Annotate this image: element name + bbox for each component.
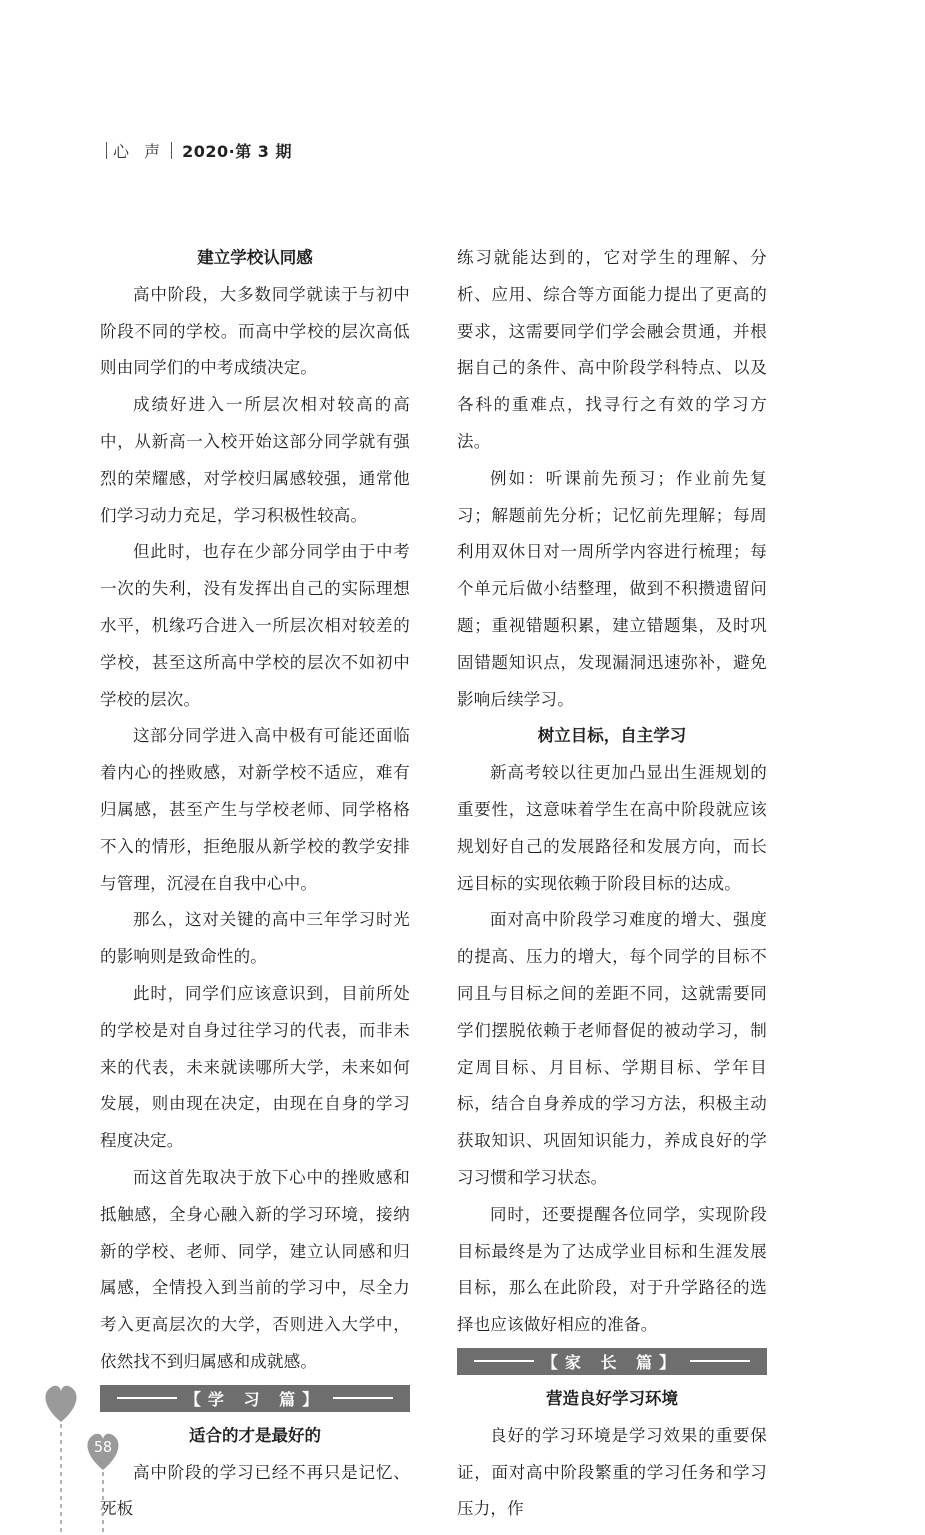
divider-bar (171, 142, 172, 159)
running-head (100, 138, 292, 162)
paragraph: 新高考较以往更加凸显出生涯规划的重要性，这意味着学生在高中阶段就应该规划好自己的发展路径和发展方向，而长远目标的实现依赖于阶段目标的达成。 (457, 763, 767, 893)
paragraph: 此时，同学们应该意识到，目前所处的学校是对自身过往学习的代表，而非未来的代表，未来就读哪所大学，未来如何发展，则由现在决定，由现在自身的学习程度决定。 (100, 983, 410, 1151)
section-banner-parents (457, 1348, 767, 1375)
banner-label: 【学 习 篇】 (184, 1389, 326, 1409)
section-heading: 建立学校认同感 (197, 248, 313, 267)
heart-decoration (40, 1380, 130, 1535)
banner-rule (690, 1360, 750, 1362)
section-name: 心 声 (113, 141, 166, 161)
right-column (457, 240, 767, 1528)
paragraph: 但此时，也存在少部分同学由于中考一次的失利，没有发挥出自己的实际理想水平，机缘巧合进入一所层次相对较差的学校，甚至这所高中学校的层次不如初中学校的层次。 (100, 542, 410, 709)
paragraph: 高中阶段，大多数同学就读于与初中阶段不同的学校。而高中学校的层次高低则由同学们的中考成绩决定。 (100, 284, 410, 378)
paragraph: 这部分同学进入高中极有可能还面临着内心的挫败感，对新学校不适应，难有归属感，甚至产生与学校老师、同学格格不入的情形，拒绝服从新学校的教学安排与管理，沉浸在自我中心中。 (100, 726, 410, 893)
banner-label: 【家 长 篇】 (541, 1352, 683, 1372)
paragraph: 高中阶段的学习已经不再只是记忆、死板 (100, 1462, 410, 1519)
paragraph: 例如：听课前先预习；作业前先复习；解题前先分析；记忆前先理解；每周利用双休日对一周所学内容进行梳理；每个单元后做小结整理，做到不积攒遗留问题；重视错题积累，建立错题集，及时巩固错题知识点，发现漏洞迅速弥补，避免影响后续学习。 (457, 468, 767, 709)
section-heading: 营造良好学习环境 (546, 1388, 678, 1408)
paragraph: 成绩好进入一所层次相对较高的高中，从新高一入校开始这部分同学就有强烈的荣耀感，对学校归属感较强，通常他们学习动力充足，学习积极性较高。 (100, 395, 410, 525)
banner-rule (474, 1360, 534, 1362)
divider-bar (106, 142, 107, 159)
left-column (100, 240, 410, 1528)
paragraph: 那么，这对关键的高中三年学习时光的影响则是致命性的。 (100, 910, 410, 967)
paragraph: 良好的学习环境是学习效果的重要保证，面对高中阶段繁重的学习任务和学习压力，作 (457, 1425, 767, 1519)
page-number: 58 (93, 1438, 113, 1456)
section-heading: 适合的才是最好的 (189, 1425, 321, 1445)
heart-icon (45, 1386, 76, 1422)
paragraph: 同时，还要提醒各位同学，实现阶段目标最终是为了达成学业目标和生涯发展目标，那么在此阶段，对于升学路径的选择也应该做好相应的准备。 (457, 1204, 767, 1335)
section-banner-study (100, 1385, 410, 1412)
paragraph-continued: 练习就能达到的，它对学生的理解、分析、应用、综合等方面能力提出了更高的要求，这需要同学们学会融会贯通，并根据自己的条件、高中阶段学科特点、以及各科的重难点，找寻行之有效的学习方法。 (457, 248, 767, 451)
section-heading: 树立目标，自主学习 (537, 726, 687, 746)
banner-rule (333, 1397, 393, 1399)
paragraph: 面对高中阶段学习难度的增大、强度的提高、压力的增大，每个同学的目标不同且与目标之间的差距不同，这就需要同学们摆脱依赖于老师督促的被动学习，制定周目标、月目标、学期目标、学年目标，结合自身养成的学习方法，积极主动获取知识、巩固知识能力，养成良好的学习习惯和学习状态。 (457, 910, 767, 1187)
paragraph: 而这首先取决于放下心中的挫败感和抵触感，全身心融入新的学习环境，接纳新的学校、老师、同学，建立认同感和归属感，全情投入到当前的学习中，尽全力考入更高层次的大学，否则进入大学中，依然找不到归属感和成就感。 (100, 1167, 410, 1371)
issue-label: 2020·第 3 期 (182, 141, 292, 161)
